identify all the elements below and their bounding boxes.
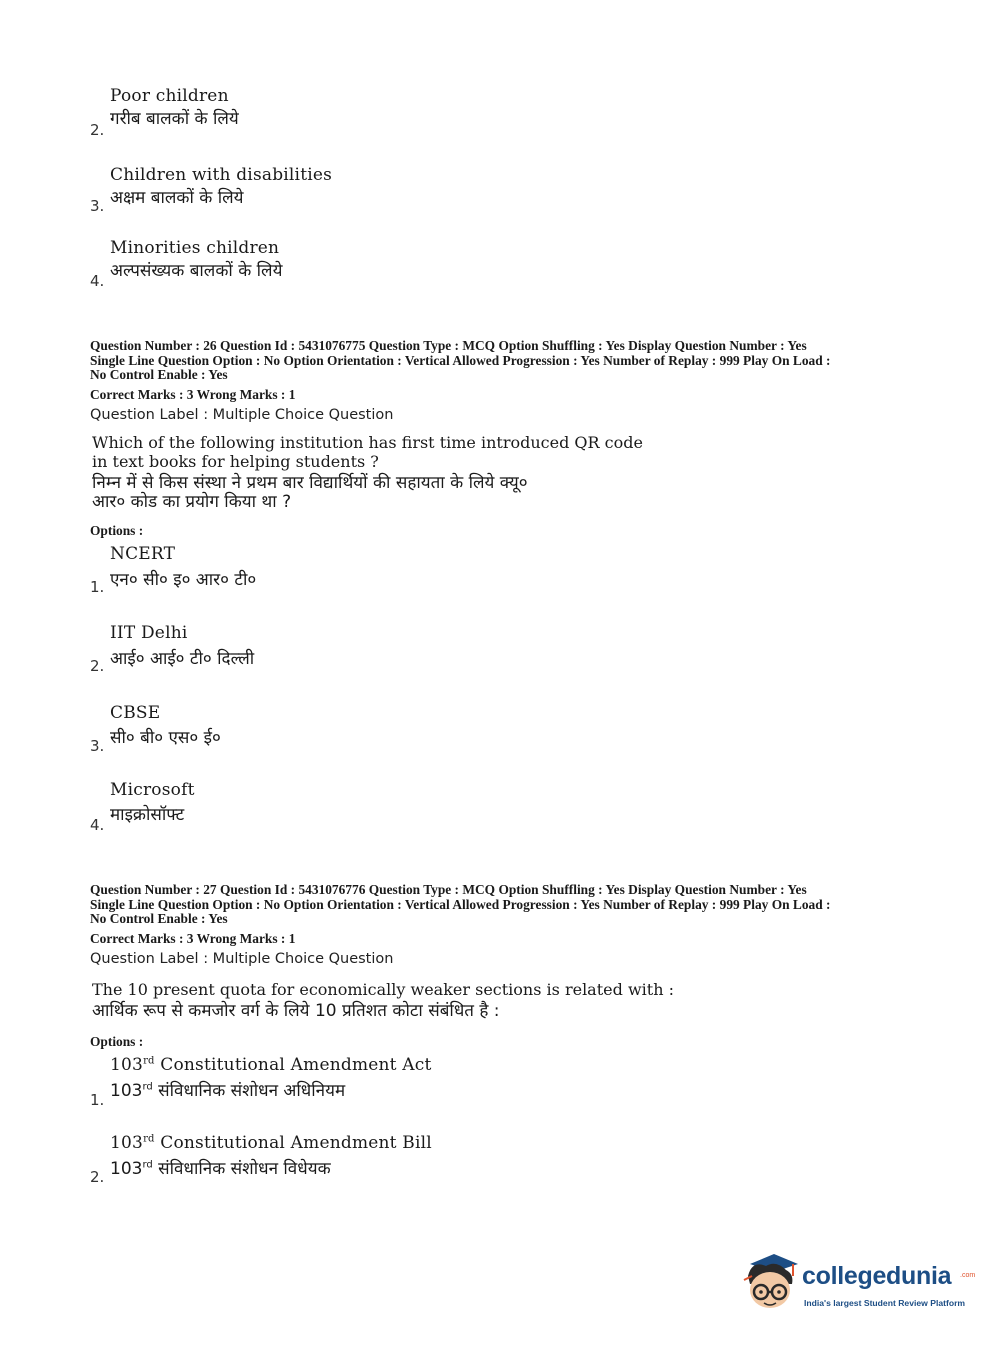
option-english: Microsoft xyxy=(110,780,195,800)
option-number: 2. xyxy=(90,1168,105,1186)
logo-brand: collegedunia xyxy=(802,1262,952,1290)
option-hindi: गरीब बालकों के लिये xyxy=(110,109,239,129)
option-hindi: अक्षम बालकों के लिये xyxy=(110,188,244,208)
question-26-text-hi-1: निम्न में से किस संस्था ने प्रथम बार विद्यार्थियों की सहायता के लिये क्यू० xyxy=(92,473,528,493)
collegedunia-logo[interactable] xyxy=(742,1250,976,1312)
question-26-text-en-1: Which of the following institution has first time introduced QR code xyxy=(92,433,643,452)
ordinal-suffix: rd xyxy=(142,1159,153,1171)
ordinal-suffix: rd xyxy=(143,1133,155,1145)
question-27-meta xyxy=(90,883,920,927)
question-27-text-en: The 10 present quota for economically weaker sections is related with : xyxy=(92,980,674,999)
ordinal-suffix: rd xyxy=(142,1081,153,1093)
meta-line: Question Number : 26 Question Id : 5431076775 Question Type : MCQ Option Shuffling : Yes Display Question Number : Yes xyxy=(90,338,807,353)
option-english: Poor children xyxy=(110,86,229,106)
question-27-label: Question Label : Multiple Choice Question xyxy=(90,951,394,967)
meta-line: No Control Enable : Yes xyxy=(90,367,228,382)
option-hindi: अल्पसंख्यक बालकों के लिये xyxy=(110,261,283,281)
option-hindi xyxy=(110,1156,331,1179)
option-number: 4. xyxy=(90,272,105,290)
meta-line: Single Line Question Option : No Option Orientation : Vertical Allowed Progression : Yes Number of Replay : 999 Play On Load : xyxy=(90,896,831,912)
ordinal-suffix: rd xyxy=(143,1055,155,1067)
meta-line: No Control Enable : Yes xyxy=(90,911,228,926)
option-english: IIT Delhi xyxy=(110,623,188,643)
option-number: 4. xyxy=(90,816,105,834)
question-26-label: Question Label : Multiple Choice Question xyxy=(90,407,394,423)
question-26-text-hi-2: आर० कोड का प्रयोग किया था ? xyxy=(92,492,292,512)
option-english-text: Constitutional Amendment Act xyxy=(154,1055,432,1075)
option-number: 1. xyxy=(90,1091,105,1109)
logo-tagline: India's largest Student Review Platform xyxy=(804,1298,966,1308)
option-hindi: माइक्रोसॉफ्ट xyxy=(110,805,185,825)
option-number: 1. xyxy=(90,578,105,596)
option-number: 3. xyxy=(90,197,105,215)
question-26-options-label: Options : xyxy=(90,523,144,538)
ordinal-number: 103 xyxy=(110,1159,143,1179)
option-hindi: सी० बी० एस० ई० xyxy=(110,728,221,748)
question-26-meta xyxy=(90,339,920,383)
option-english: Minorities children xyxy=(110,238,280,258)
meta-line: Single Line Question Option : No Option Orientation : Vertical Allowed Progression : Yes Number of Replay : 999 Play On Load : xyxy=(90,352,831,368)
question-27-options-label: Options : xyxy=(90,1034,144,1049)
option-english xyxy=(110,1055,432,1075)
question-27-marks: Correct Marks : 3 Wrong Marks : 1 xyxy=(90,931,296,946)
question-26-marks: Correct Marks : 3 Wrong Marks : 1 xyxy=(90,387,296,402)
meta-line: Question Number : 27 Question Id : 5431076776 Question Type : MCQ Option Shuffling : Yes Display Question Number : Yes xyxy=(90,882,807,897)
ordinal-number: 103 xyxy=(110,1081,143,1101)
option-hindi: एन० सी० इ० आर० टी० xyxy=(110,570,257,590)
option-hindi-text: संविधानिक संशोधन विधेयक xyxy=(152,1159,331,1179)
option-hindi-text: संविधानिक संशोधन अधिनियम xyxy=(152,1081,346,1101)
logo-suffix: .com xyxy=(960,1272,976,1279)
mascot-icon xyxy=(742,1250,802,1312)
option-english xyxy=(110,1133,432,1153)
question-26-text-en-2: in text books for helping students ? xyxy=(92,452,379,471)
option-hindi: आई० आई० टी० दिल्ली xyxy=(110,649,255,669)
option-hindi xyxy=(110,1078,345,1101)
ordinal-number: 103 xyxy=(110,1055,144,1075)
option-english-text: Constitutional Amendment Bill xyxy=(154,1133,432,1153)
option-number: 2. xyxy=(90,121,105,139)
option-number: 3. xyxy=(90,737,105,755)
option-english: Children with disabilities xyxy=(110,165,333,185)
option-english: NCERT xyxy=(110,544,176,564)
question-27-text-hi: आर्थिक रूप से कमजोर वर्ग के लिये 10 प्रतिशत कोटा संबंधित है : xyxy=(92,1001,500,1021)
ordinal-number: 103 xyxy=(110,1133,144,1153)
option-english: CBSE xyxy=(110,703,161,723)
option-number: 2. xyxy=(90,657,105,675)
